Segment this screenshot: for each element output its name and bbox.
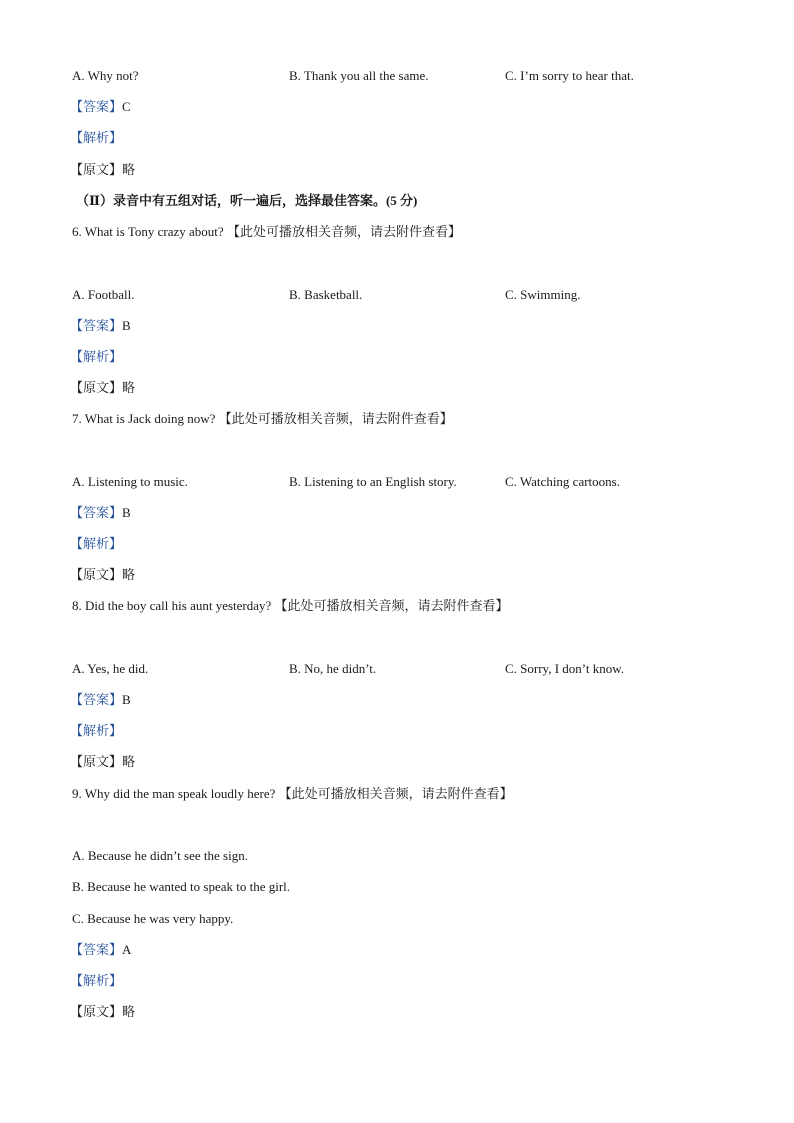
q8-original	[70, 754, 135, 770]
audio-note: 【此处可播放相关音频，请去附件查看】	[226, 224, 461, 239]
answer-tag: 【答案】	[70, 692, 123, 707]
q5-option-a: A. Why not?	[72, 68, 139, 83]
answer-value: B	[122, 692, 131, 707]
analysis-tag: 【解析】	[70, 130, 123, 145]
analysis-tag: 【解析】	[70, 536, 123, 551]
q9-option-a: A. Because he didn’t see the sign.	[72, 848, 248, 863]
q9-original	[70, 1004, 135, 1020]
q9-analysis	[70, 973, 122, 989]
original-value: 略	[122, 380, 136, 395]
q7-analysis	[70, 536, 122, 552]
original-tag: 【原文】	[70, 380, 123, 395]
q7-answer	[70, 505, 131, 521]
answer-value: A	[122, 942, 132, 957]
audio-note: 【此处可播放相关音频，请去附件查看】	[278, 786, 513, 801]
question-text: 6. What is Tony crazy about?	[72, 224, 224, 239]
original-tag: 【原文】	[70, 1004, 123, 1019]
original-tag: 【原文】	[70, 754, 123, 769]
question-text: 7. What is Jack doing now?	[72, 411, 216, 426]
q8-answer	[70, 692, 131, 708]
original-tag: 【原文】	[70, 162, 123, 177]
analysis-tag: 【解析】	[70, 973, 123, 988]
q7-option-c: C. Watching cartoons.	[505, 474, 620, 489]
q6-option-a: A. Football.	[72, 287, 135, 302]
original-value: 略	[122, 754, 136, 769]
q8-option-a: A. Yes, he did.	[72, 661, 149, 676]
original-value: 略	[122, 567, 136, 582]
answer-tag: 【答案】	[70, 942, 123, 957]
original-value: 略	[122, 162, 136, 177]
answer-tag: 【答案】	[70, 318, 123, 333]
analysis-tag: 【解析】	[70, 723, 123, 738]
audio-note: 【此处可播放相关音频，请去附件查看】	[274, 598, 509, 613]
q9-answer	[70, 942, 131, 958]
q9-option-b: B. Because he wanted to speak to the girl.	[72, 879, 291, 894]
q8-question	[72, 598, 509, 614]
q6-analysis	[70, 349, 122, 365]
answer-tag: 【答案】	[70, 99, 123, 114]
analysis-tag: 【解析】	[70, 349, 123, 364]
answer-value: B	[122, 505, 131, 520]
answer-value: B	[122, 318, 131, 333]
q5-option-b: B. Thank you all the same.	[289, 68, 429, 83]
q8-option-c: C. Sorry, I don’t know.	[505, 661, 625, 676]
q9-question	[72, 786, 513, 802]
q5-answer	[70, 99, 131, 115]
q7-question	[72, 411, 453, 427]
question-text: 8. Did the boy call his aunt yesterday?	[72, 598, 272, 613]
q7-option-a: A. Listening to music.	[72, 474, 188, 489]
original-value: 略	[122, 1004, 136, 1019]
answer-value: C	[122, 99, 131, 114]
q6-option-c: C. Swimming.	[505, 287, 581, 302]
q5-analysis	[70, 130, 122, 146]
question-text: 9. Why did the man speak loudly here?	[72, 786, 276, 801]
section-heading: （Ⅱ）录音中有五组对话，听一遍后，选择最佳答案。(5 分)	[76, 193, 418, 208]
q8-analysis	[70, 723, 122, 739]
q6-option-b: B. Basketball.	[289, 287, 363, 302]
q8-option-b: B. No, he didn’t.	[289, 661, 377, 676]
q6-question	[72, 224, 461, 240]
answer-tag: 【答案】	[70, 505, 123, 520]
q5-original	[70, 162, 135, 178]
q7-option-b: B. Listening to an English story.	[289, 474, 457, 489]
q6-answer	[70, 318, 131, 334]
original-tag: 【原文】	[70, 567, 123, 582]
q7-original	[70, 567, 135, 583]
q9-option-c: C. Because he was very happy.	[72, 911, 234, 926]
q5-option-c: C. I’m sorry to hear that.	[505, 68, 634, 83]
q6-original	[70, 380, 135, 396]
audio-note: 【此处可播放相关音频，请去附件查看】	[218, 411, 453, 426]
